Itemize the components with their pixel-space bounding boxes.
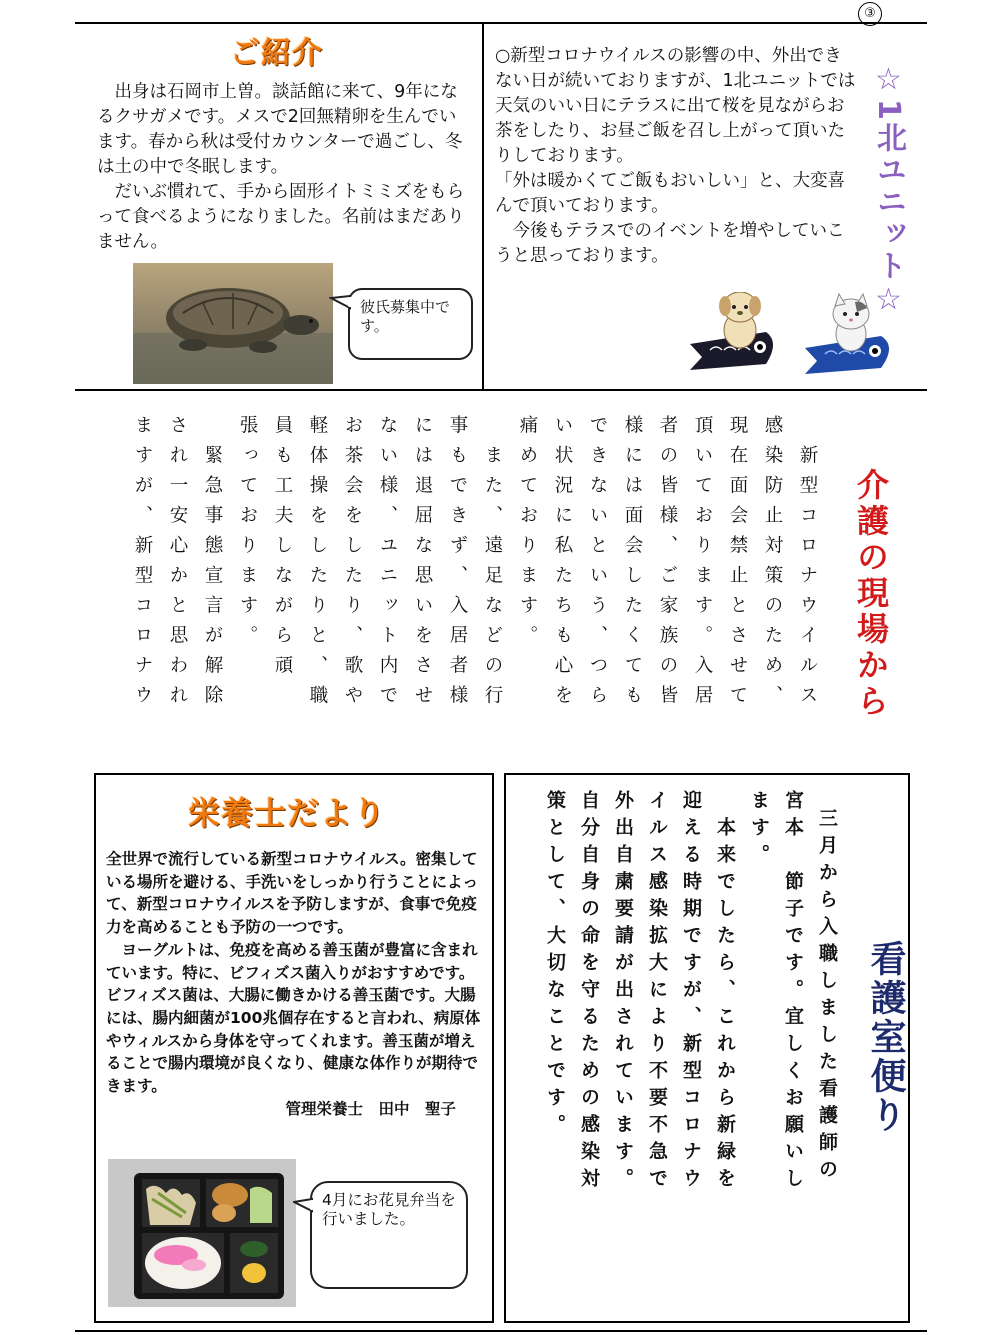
nurse-column-2: 宮本 節子です。宜しくお願いし <box>782 790 804 1195</box>
intro-paragraph-2: だいぶ慣れて、手から固形イトミミズをもらって食べるようになりました。名前はまだありません。 <box>97 182 465 252</box>
unit-paragraph-2: 「外は暖かくてご飯もおいしい」と、大変喜んで頂いております。 <box>495 171 845 216</box>
care-column-18: 緊急事態宣言が解除 <box>202 415 223 715</box>
care-column-14: お茶会をしたり、歌や <box>342 415 363 715</box>
care-column-20: ますが、新型コロナウ <box>132 415 153 715</box>
divider-top-section <box>75 389 927 391</box>
nurse-column-4: 本来でしたら、これから新緑を <box>714 790 736 1195</box>
nutrition-signature: 管理栄養士 田中 聖子 <box>285 1099 456 1118</box>
nurse-title: 看護室便り <box>865 940 906 1135</box>
care-column-3: 現在面会禁止とさせて <box>727 415 748 715</box>
turtle-photo <box>133 263 333 384</box>
page-number: ③ <box>858 2 882 26</box>
intro-text <box>97 80 465 255</box>
care-column-13: ない様、ユニット内で <box>377 415 398 715</box>
unit-title: ☆1北ユニット☆ <box>871 62 906 319</box>
intro-bubble-tail <box>329 292 353 312</box>
care-column-15: 軽体操をしたりと、職 <box>307 415 328 715</box>
cat-koinobori-illustration <box>803 292 901 384</box>
unit-paragraph-1: ○新型コロナウイルスの影響の中、外出できない日が続いておりますが、1北ユニットでは天気のいい日にテラスに出て桜を見ながらお茶をしたり、お昼ご飯を召し上がって頂いたりしております。 <box>495 46 856 166</box>
care-column-2: 感染防止対策のため、 <box>762 415 783 715</box>
care-column-4: 頂いております。入居 <box>692 415 713 715</box>
nurse-column-1: 三月から入職しました看護師の <box>816 808 838 1186</box>
bottom-rule <box>75 1330 927 1332</box>
nutrition-text <box>106 848 486 1120</box>
intro-speech-bubble: 彼氏募集中です。 <box>348 288 473 360</box>
care-title: 介護の現場から <box>852 468 890 720</box>
bento-photo <box>108 1159 296 1307</box>
nurse-column-6: イルス感染拡大により不要不急で <box>646 790 668 1195</box>
unit-text <box>495 44 857 269</box>
nutrition-bubble-tail <box>293 1196 315 1216</box>
nutrition-paragraph-2: ヨーグルトは、免疫を高める善玉菌が豊富に含まれています。特に、ビフィズス菌入りがおすすめです。ビフィズス菌は、大腸に働きかける善玉菌です。大腸には、腸内細菌が100兆個存在すると言われ、病原体やウィルスから身体を守ってくれます。善玉菌が増えることで腸内環境が良くなり、健康な体作りが期待できます。 <box>106 940 481 1096</box>
care-column-11: 事もできず、入居者様 <box>447 415 468 715</box>
nutrition-speech-bubble: 4月にお花見弁当を行いました。 <box>310 1181 468 1289</box>
divider-top-columns <box>482 22 484 391</box>
intro-paragraph-1: 出身は石岡市上曽。談話館に来て、9年になるクサガメです。メスで2回無精卵を生んでいます。春から秋は受付カウンターで過ごし、冬は土の中で冬眠します。 <box>97 82 463 177</box>
care-column-12: には退屈な思いをさせ <box>412 415 433 715</box>
nutrition-paragraph-1: 全世界で流行している新型コロナウイルス。密集している場所を避ける、手洗いをしっかり行うことによって、新型コロナウイルスを予防しますが、食事で免疫力を高めることも予防の一つです。 <box>106 850 479 937</box>
nurse-column-5: 迎える時期ですが、新型コロナウ <box>680 790 702 1195</box>
care-column-10: また、遠足などの行 <box>482 415 503 715</box>
care-column-17: 張っております。 <box>237 415 258 655</box>
care-column-9: 痛めております。 <box>517 415 538 655</box>
care-column-6: 様には面会したくても <box>622 415 643 715</box>
care-column-19: され一安心かと思われ <box>167 415 188 715</box>
bento-image <box>108 1159 296 1307</box>
nurse-column-8: 自分自身の命を守るための感染対 <box>578 790 600 1195</box>
turtle-image <box>133 263 333 384</box>
nutrition-title: 栄養士だより <box>188 794 387 832</box>
intro-title: ご紹介 <box>230 36 323 71</box>
top-rule <box>75 22 927 24</box>
care-column-5: 者の皆様、ご家族の皆 <box>657 415 678 715</box>
care-column-7: できないという、つら <box>587 415 608 715</box>
care-column-16: 員も工夫しながら頑 <box>272 415 293 685</box>
dog-koinobori-illustration <box>688 292 788 384</box>
nurse-column-9: 策として、大切なことです。 <box>544 790 566 1141</box>
care-column-8: い状況に私たちも心を <box>552 415 573 715</box>
unit-paragraph-3: 今後もテラスでのイベントを増やしていこうと思っております。 <box>495 221 845 266</box>
nurse-column-7: 外出自粛要請が出されています。 <box>612 790 634 1195</box>
nurse-column-3: ます。 <box>748 790 770 871</box>
care-column-1: 新型コロナウイルス <box>797 415 818 715</box>
